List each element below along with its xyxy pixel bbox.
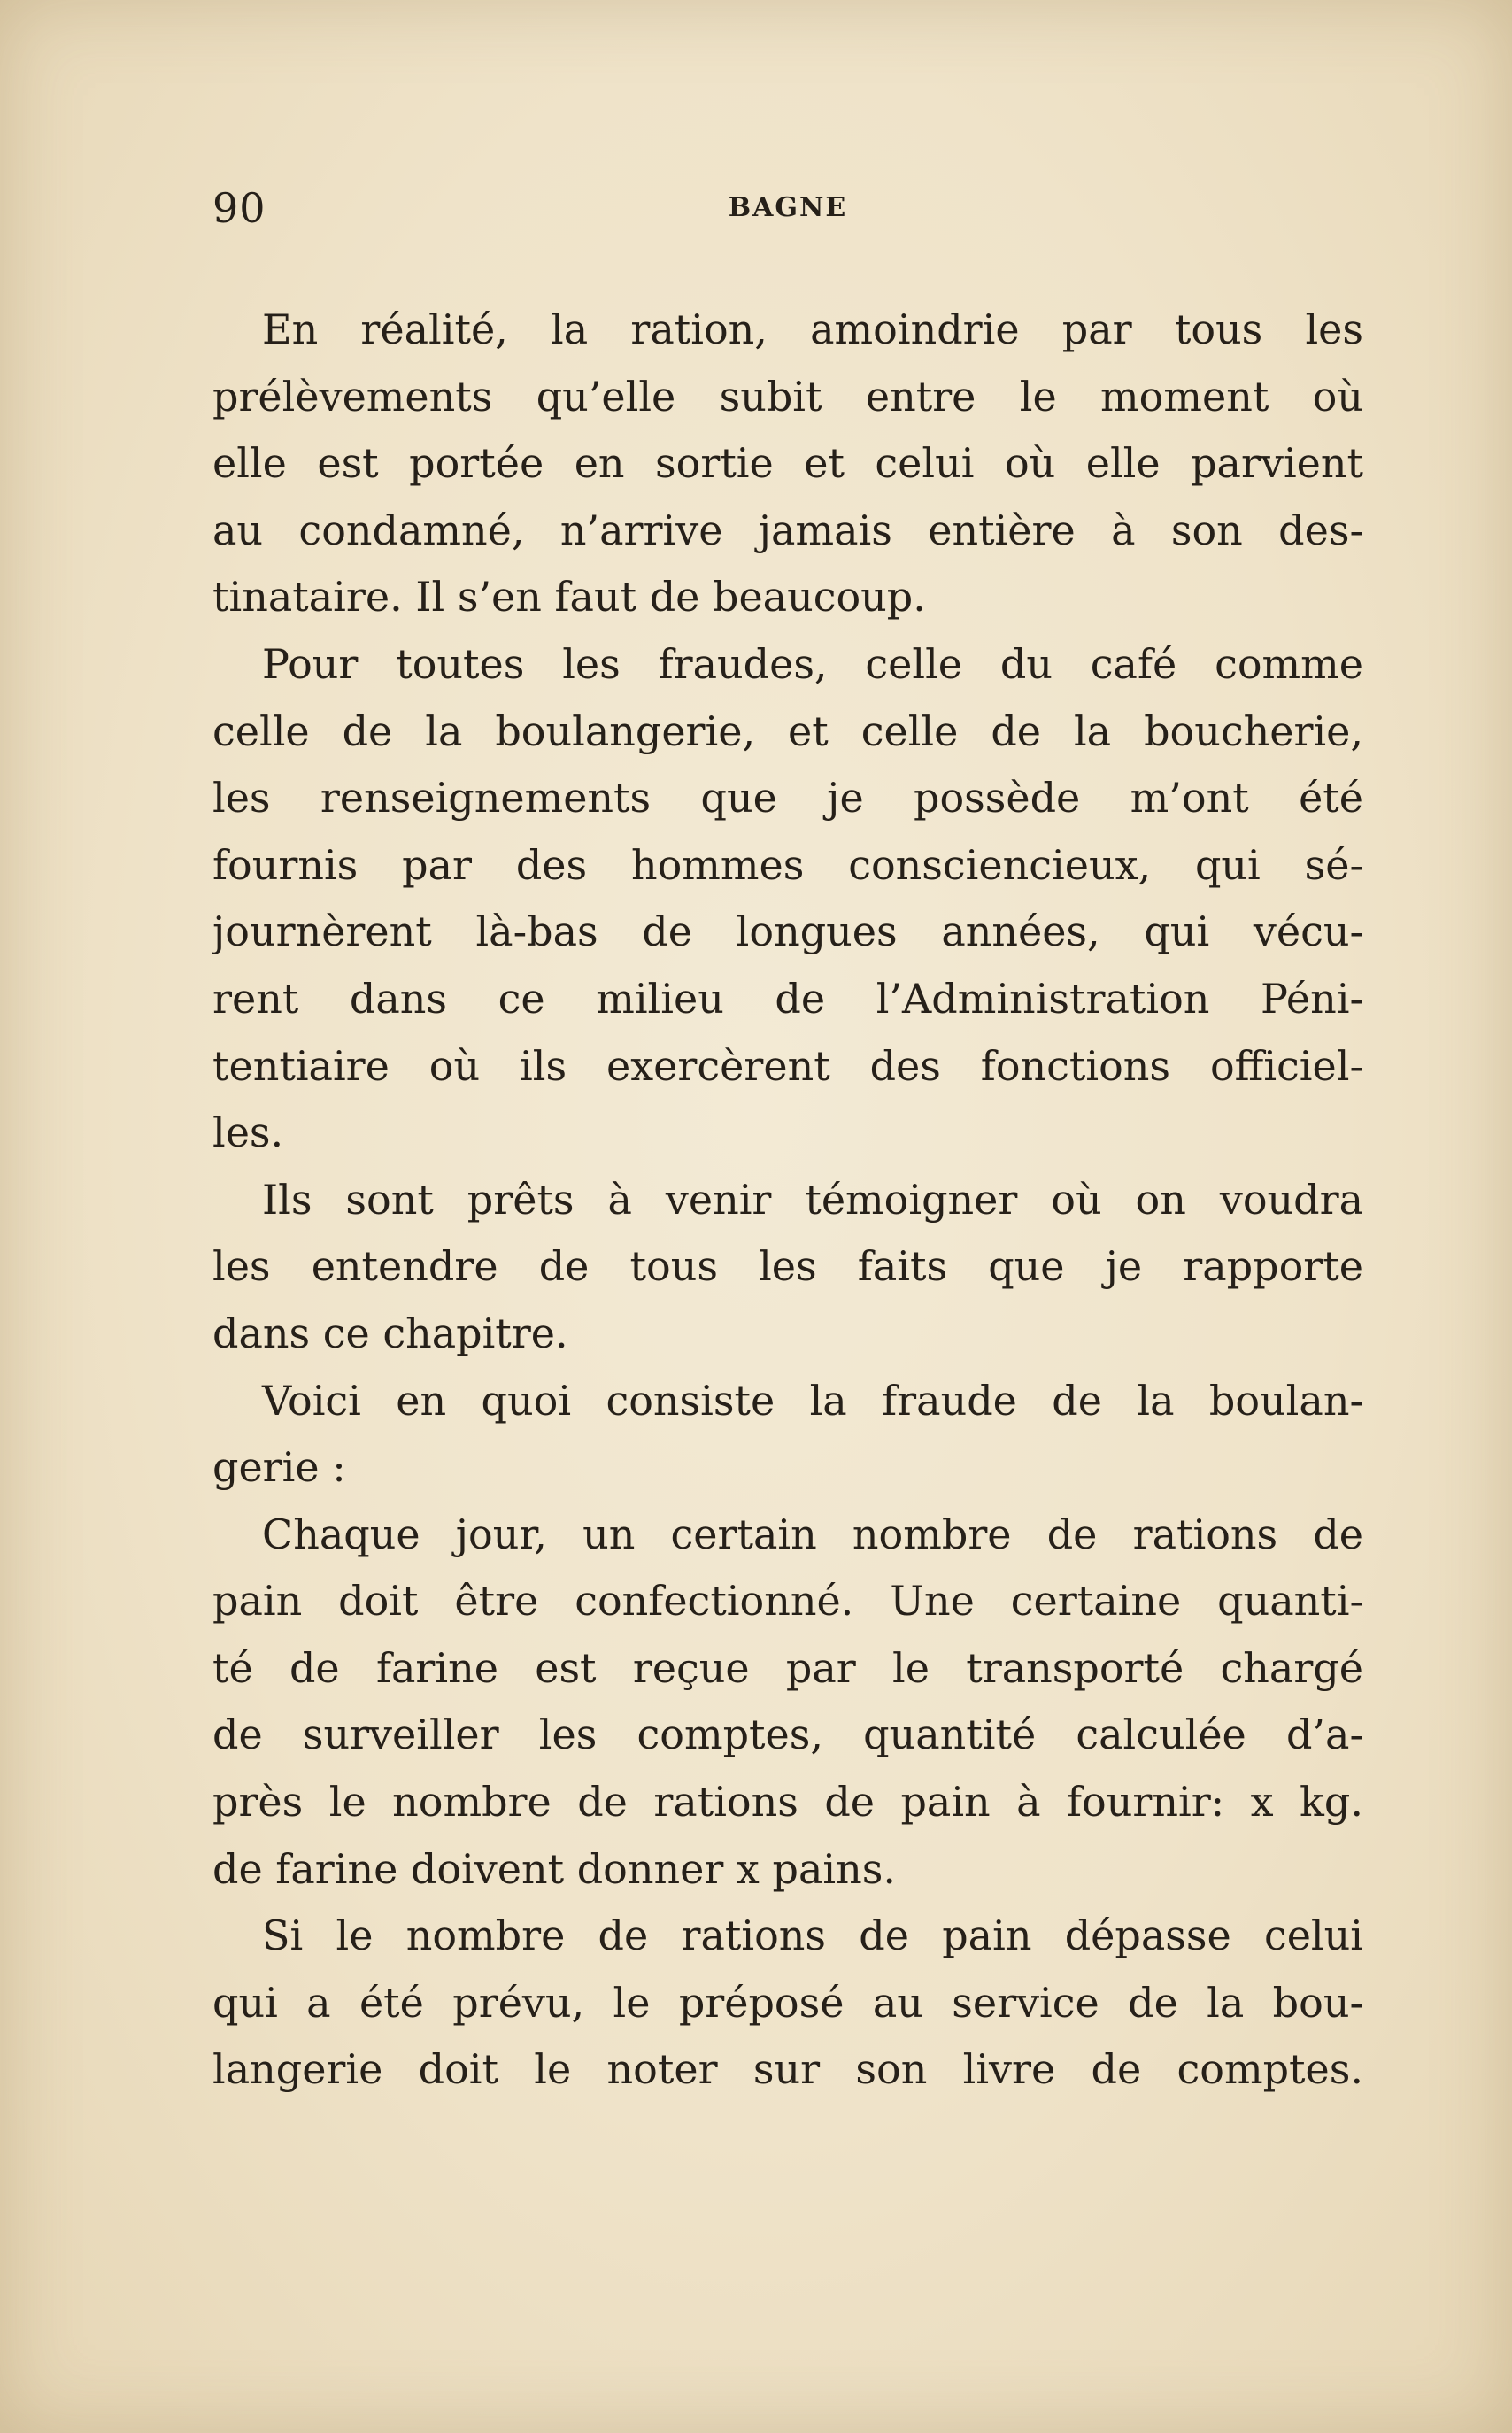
text-line: de surveiller les comptes, quantité calculée d’a- [212, 1711, 1363, 1759]
text-line: Ils sont prêts à venir témoigner où on voudra [262, 1175, 1363, 1224]
text-line: tentiaire où ils exercèrent des fonctions officiel- [212, 1041, 1363, 1090]
text-line: langerie doit le noter sur son livre de comptes. [212, 2045, 1363, 2094]
text-line: de farine doivent donner x pains. [212, 1844, 896, 1893]
text-line: Voici en quoi consiste la fraude de la boulan- [262, 1376, 1363, 1425]
page-number: 90 [212, 184, 266, 232]
text-line: les renseignements que je possède m’ont été [212, 774, 1363, 823]
text-line: journèrent là-bas de longues années, qui vécu- [212, 908, 1363, 956]
text-line: les. [212, 1108, 284, 1157]
text-line: té de farine est reçue par le transporté chargé [212, 1643, 1363, 1692]
text-line: celle de la boulangerie, et celle de la boucherie, [212, 707, 1363, 755]
text-line: rent dans ce milieu de l’Administration Péni- [212, 974, 1363, 1023]
text-line: elle est portée en sortie et celui où elle parvient [212, 439, 1363, 488]
text-line: Si le nombre de rations de pain dépasse celui [262, 1912, 1363, 1960]
text-line: En réalité, la ration, amoindrie par tous les [262, 305, 1363, 353]
text-line: Pour toutes les fraudes, celle du café comme [262, 639, 1363, 688]
text-line: dans ce chapitre. [212, 1309, 568, 1357]
text-line: gerie : [212, 1443, 346, 1492]
running-head: BAGNE [728, 192, 848, 223]
page-header [212, 177, 1363, 239]
text-line: les entendre de tous les faits que je rapporte [212, 1242, 1363, 1291]
text-line: Chaque jour, un certain nombre de rations de [262, 1510, 1363, 1558]
text-line: qui a été prévu, le préposé au service de la bou- [212, 1978, 1363, 2027]
text-line: fournis par des hommes consciencieux, qui sé- [212, 840, 1363, 889]
text-line: au condamné, n’arrive jamais entière à son des- [212, 506, 1363, 554]
text-line: prélèvements qu’elle subit entre le moment où [212, 372, 1363, 421]
text-line: tinataire. Il s’en faut de beaucoup. [212, 573, 926, 622]
text-line: pain doit être confectionné. Une certaine quanti- [212, 1577, 1363, 1626]
text-line: près le nombre de rations de pain à fournir: x kg. [212, 1778, 1363, 1827]
body-text [212, 297, 1363, 2104]
